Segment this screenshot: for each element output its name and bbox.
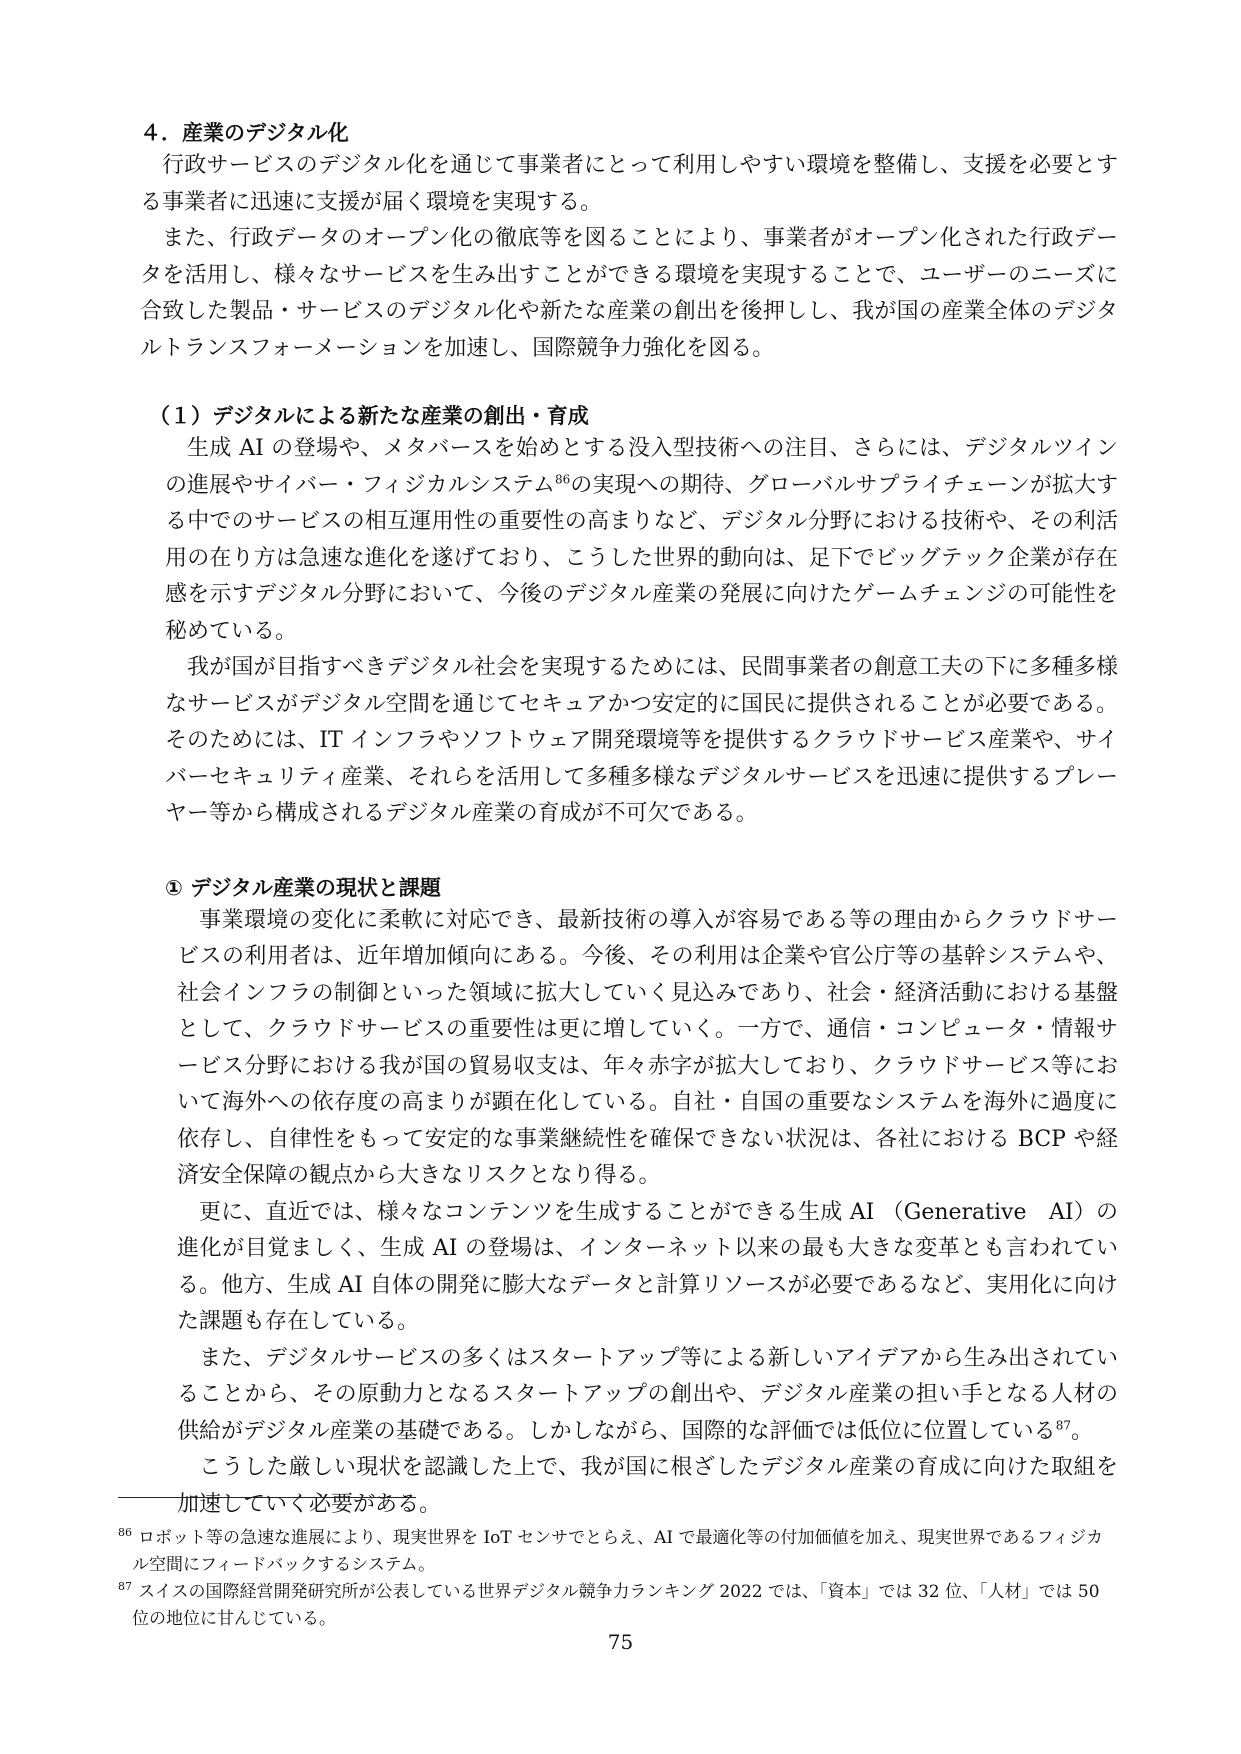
footnotes [118, 1525, 1118, 1633]
footnote-text: スイスの国際経営開発研究所が公表している世界デジタル競争力ランキング 2022 では、「資本」では 32 位、「人材」では 50 位の地位に甘んじている。 [132, 1582, 1100, 1629]
subsection-body [165, 431, 1118, 833]
footnote-text: ロボット等の急速な進展により、現実世界を IoT センサでとらえ、AI で最適化等の付加価値を加え、現実世界であるフィジカル空間にフィードバックするシステム。 [132, 1528, 1104, 1575]
paragraph-text: の実現への期待、グローバルサプライチェーンが拡大する中でのサービスの相互運用性の重要性の高まりなど、デジタル分野における技術や、その利活用の在り方は急速な進化を遂げており、こうした世界的動向は、足下でビッグテック企業が存在感を示すデジタル分野において、今後のデジタル産業の発展に向けたゲームチェンジの可能性を秘めている。 [165, 472, 1118, 644]
section-body [140, 148, 1118, 367]
paragraph: また、行政データのオープン化の徹底等を図ることにより、事業者がオープン化された行政データを活用し、様々なサービスを生み出すことができる環境を実現することで、ユーザーのニーズに合致した製品・サービスのデジタル化や新たな産業の創出を後押しし、我が国の産業全体のデジタルトランスフォーメーションを加速し、国際競争力強化を図る。 [140, 226, 1118, 361]
paragraph-text: また、デジタルサービスの多くはスタートアップ等による新しいアイデアから生み出されていることから、その原動力となるスタートアップの創出や、デジタル産業の担い手となる人材の供給がデジタル産業の基礎である。しかしながら、国際的な評価では低位に位置している [177, 1345, 1118, 1444]
subsubsection-body [177, 903, 1118, 1524]
page-number: 75 [607, 1630, 634, 1654]
footnote-number: 86 [118, 1526, 132, 1540]
paragraph-text: 生成 AI の登場や、メタバースを始めとする没入型技術への注目、さらには、デジタルツインの進展やサイバー・フィジカルシステム [165, 436, 1118, 498]
paragraph: 行政サービスのデジタル化を通じて事業者にとって利用しやすい環境を整備し、支援を必要とする事業者に迅速に支援が届く環境を実現する。 [140, 153, 1118, 215]
paragraph: 我が国が目指すべきデジタル社会を実現するためには、民間事業者の創意工夫の下に多種多様なサービスがデジタル空間を通じてセキュアかつ安定的に国民に提供されることが必要である。そのためには、IT インフラやソフトウェア開発環境等を提供するクラウドサービス産業や、サイバーセキュリティ産業、それらを活用して多種多様なデジタルサービスを迅速に提供するプレーヤー等から構成されるデジタル産業の育成が不可欠である。 [165, 655, 1118, 826]
paragraph: 事業環境の変化に柔軟に対応でき、最新技術の導入が容易である等の理由からクラウドサービスの利用者は、近年増加傾向にある。今後、その利用は企業や官公庁等の基幹システムや、社会インフラの制御といった領域に拡大していく見込みであり、社会・経済活動における基盤として、クラウドサービスの重要性は更に増していく。一方で、通信・コンピュータ・情報サービス分野における我が国の貿易収支は、年々赤字が拡大しており、クラウドサービス等において海外への依存度の高まりが顕在化している。自社・自国の重要なシステムを海外に過度に依存し、自律性をもって安定的な事業継続性を確保できない状況は、各社における BCP や経済安全保障の観点から大きなリスクとなり得る。 [177, 907, 1118, 1188]
footnote-number: 87 [118, 1580, 132, 1594]
main-content [140, 118, 1118, 1523]
paragraph [177, 1341, 1118, 1451]
footnote-divider [118, 1497, 416, 1498]
footnote-reference: 87 [1055, 1418, 1071, 1433]
paragraph [165, 431, 1118, 650]
paragraph: こうした厳しい現状を認識した上で、我が国に根ざしたデジタル産業の育成に向けた取組を加速していく必要がある。 [177, 1455, 1118, 1517]
paragraph: 更に、直近では、様々なコンテンツを生成することができる生成 AI （Generative AI）の進化が目覚ましく、生成 AI の登場は、インターネット以来の最も大きな変革とも言われている。他方、生成 AI 自体の開発に膨大なデータと計算リソースが必要であるなど、実用化に向けた課題も存在している。 [177, 1199, 1118, 1334]
subsubsection-heading: ① デジタル産業の現状と課題 [165, 875, 441, 900]
footnote [118, 1579, 1118, 1633]
section-heading: ４．産業のデジタル化 [140, 121, 349, 145]
footnote [118, 1525, 1118, 1579]
paragraph-text: 。 [1070, 1418, 1093, 1444]
subsection-heading: （１）デジタルによる新たな産業の創出・育成 [149, 404, 589, 428]
footnote-reference: 86 [554, 472, 571, 487]
